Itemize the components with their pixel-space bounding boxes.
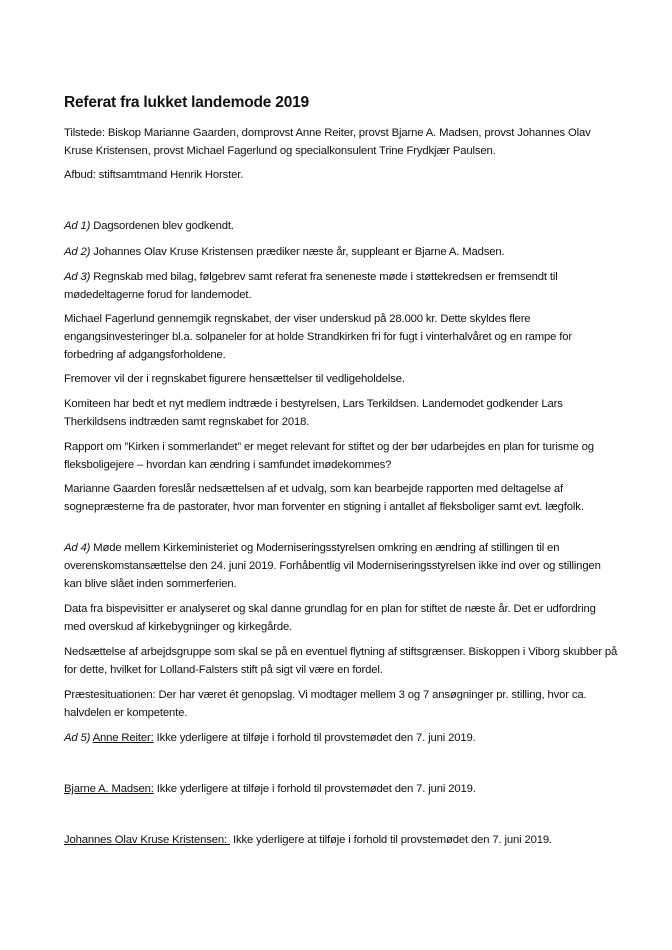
speaker-name: Anne Reiter:	[92, 732, 154, 744]
agenda-item-5	[64, 729, 619, 747]
speaker-name: Johannes Olav Kruse Kristensen:	[64, 834, 230, 846]
agenda-text: Regnskab med bilag, følgebrev samt referat fra seneneste møde i støttekredsen er fremsendt til mødedeltagerne forud for landemodet.	[64, 271, 558, 301]
speaker-text: Ikke yderligere at tilføje i forhold til provstemødet den 7. juni 2019.	[153, 783, 476, 795]
paragraph-priest-situation: Præstesituationen: Der har været ét genopslag. Vi modtager mellem 3 og 7 ansøgninger pr. stilling, hvor ca. halvdelen er kompetente.	[64, 689, 587, 719]
paragraph-working-group: Nedsættelse af arbejdsgruppe som skal se på en eventuel flytning af stiftsgrænser. Biskoppen i Viborg skubber på for dette, hvilket for Lolland-Falsters stift på sigt vil være en fordel.	[64, 646, 618, 676]
speaker-entry	[64, 780, 619, 798]
speaker-text: Ikke yderligere at tilføje i forhold til provstemødet den 7. juni 2019.	[153, 732, 476, 744]
paragraph-proposal: Marianne Gaarden foreslår nedsættelsen af et udvalg, som kan bearbejde rapporten med deltagelse af sognepræsterne fra de pastorater, hvor man forventer en stigning i antallet af fleksboliger samt evt. lægfolk.	[64, 483, 584, 513]
agenda-text: Møde mellem Kirkeministeriet og Moderniseringsstyrelsen omkring en ændring af stillingen til en overenskomstansættelse den 24. juni 2019. Forhåbentlig vil Moderniseringsstyrelsen ikke ind over og stillingen kan blive slået inden sommerferien.	[64, 542, 601, 590]
agenda-label: Ad 4)	[64, 542, 91, 554]
paragraph-provisions: Fremover vil der i regnskabet figurere hensættelser til vedligeholdelse.	[64, 373, 405, 385]
agenda-label: Ad 3)	[64, 271, 91, 283]
attendees-paragraph: Tilstede: Biskop Marianne Gaarden, domprovst Anne Reiter, provst Bjarne A. Madsen, provst Johannes Olav Kruse Kristensen, provst Michael Fagerlund og specialkonsulent Trine Frydkjær Paulsen.	[64, 127, 591, 157]
speaker-text: Ikke yderligere at tilføje i forhold til provstemødet den 7. juni 2019.	[230, 834, 552, 846]
agenda-item-3	[64, 268, 619, 304]
agenda-label: Ad 2)	[64, 246, 91, 258]
speaker-entry	[64, 831, 619, 849]
agenda-item-1	[64, 217, 619, 235]
paragraph-report: Rapport om ”Kirken i sommerlandet” er meget relevant for stiftet og der bør udarbejdes en plan for turisme og fleksboligejere – hvordan kan ændring i samfundet imødekommes?	[64, 441, 594, 471]
agenda-label: Ad 5)	[64, 732, 91, 744]
agenda-text: Johannes Olav Kruse Kristensen prædiker næste år, suppleant er Bjarne A. Madsen.	[90, 246, 505, 258]
speaker-name: Bjarne A. Madsen:	[64, 783, 154, 795]
paragraph-accounts: Michael Fagerlund gennemgik regnskabet, der viser underskud på 28.000 kr. Dette skyldes flere engangsinvesteringer bl.a. solpaneler for at holde Strandkirken fri for fugt i vinterhalvåret og en rampe for forbedring af adgangsforholdene.	[64, 313, 572, 361]
agenda-text: Dagsordenen blev godkendt.	[90, 220, 234, 232]
absent-paragraph: Afbud: stiftsamtmand Henrik Horster.	[64, 169, 244, 181]
paragraph-visitations: Data fra bispevisitter er analyseret og skal danne grundlag for en plan for stiftet de næste år. Det er udfordring med overskud af kirkebygninger og kirkegårde.	[64, 603, 596, 633]
paragraph-committee: Komiteen har bedt et nyt medlem indtræde i bestyrelsen, Lars Terkildsen. Landemodet godkender Lars Therkildsens indtræden samt regnskabet for 2018.	[64, 398, 563, 428]
document-title: Referat fra lukket landemode 2019	[64, 94, 309, 111]
agenda-item-2	[64, 243, 619, 261]
agenda-label: Ad 1)	[64, 220, 91, 232]
agenda-item-4	[64, 539, 619, 593]
